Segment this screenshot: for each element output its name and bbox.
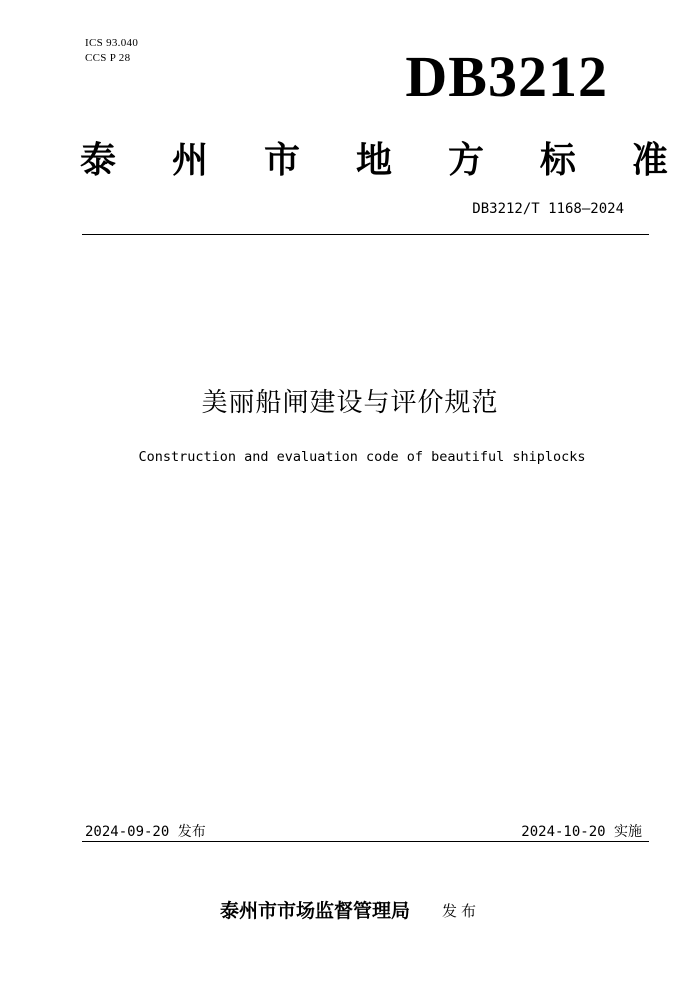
standard-type-char: 地 — [355, 139, 392, 181]
standard-type-title — [80, 138, 668, 182]
standard-code-logo: DB3212 — [405, 44, 608, 109]
standard-type-char: 方 — [447, 139, 484, 181]
header-divider — [82, 234, 649, 235]
publish-date: 2024-09-20 发布 — [85, 824, 206, 840]
ics-code: ICS 93.040 — [85, 37, 139, 49]
document-title-english: Construction and evaluation code of beautiful shiplocks — [138, 449, 586, 465]
issue-label: 发布 — [442, 902, 481, 920]
standard-type-char: 市 — [263, 139, 300, 181]
footer-divider — [82, 841, 649, 842]
issuer-line — [0, 898, 700, 924]
standard-type-char: 标 — [539, 139, 576, 181]
standard-type-char: 州 — [171, 139, 208, 181]
issuing-authority: 泰州市市场监督管理局 — [219, 900, 410, 922]
implement-date: 2024-10-20 实施 — [521, 824, 642, 840]
standard-type-char: 泰 — [80, 139, 117, 181]
document-title-chinese: 美丽船闸建设与评价规范 — [201, 388, 499, 418]
standard-number: DB3212/T 1168—2024 — [472, 201, 624, 217]
standard-type-char: 准 — [631, 139, 668, 181]
ccs-code: CCS P 28 — [85, 52, 131, 64]
